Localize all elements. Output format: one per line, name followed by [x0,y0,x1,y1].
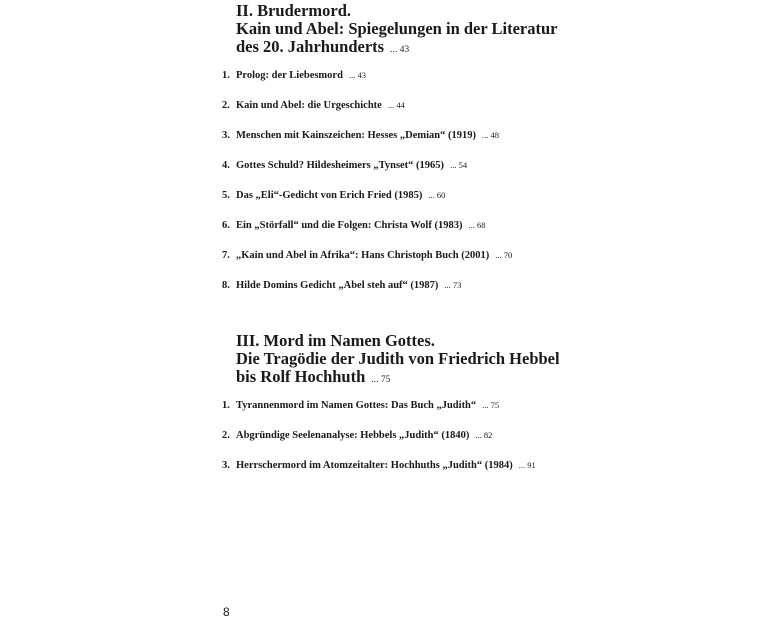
toc-page-ref: ... 82 [475,430,493,440]
toc-page-ref: ... 68 [468,220,486,230]
section-title [236,332,582,388]
toc-title: Kain und Abel: die Urgeschichte [236,100,382,111]
toc-number: 5. [222,190,230,201]
toc-entry[interactable] [222,460,582,490]
toc-section-3 [222,332,582,490]
section-title-line: Kain und Abel: Spiegelungen in der Literatur [236,19,558,38]
toc-title: Abgründige Seelenanalyse: Hebbels „Judith“ (1840) [236,430,470,441]
toc-page-ref: ... 70 [495,250,513,260]
toc-page-ref: ... 91 [518,460,536,470]
toc-number: 2. [222,430,230,441]
section-title-line: III. Mord im Namen Gottes. [236,331,435,350]
section-title-text: bis Rolf Hochhuth [236,367,366,386]
toc-entry[interactable] [222,400,582,430]
toc-title: „Kain und Abel in Afrika“: Hans Christoph Buch (2001) [236,250,490,261]
page-number: 8 [223,605,230,619]
section-title-line: II. Brudermord. [236,1,352,20]
section-page-ref: ... 43 [390,44,410,54]
toc-number: 3. [222,130,230,141]
toc-number: 4. [222,160,230,171]
toc-entry[interactable] [222,190,582,220]
toc-page-ref: ... 44 [387,100,405,110]
toc-page-ref: ... 73 [444,280,462,290]
toc-entry[interactable] [222,430,582,460]
toc-number: 7. [222,250,230,261]
toc-section-2 [222,2,582,310]
toc-number: 8. [222,280,230,291]
toc-page-ref: ... 60 [428,190,446,200]
toc-title: Prolog: der Liebesmord [236,70,343,81]
toc-entry[interactable] [222,280,582,310]
toc-list [222,400,582,490]
toc-entry[interactable] [222,100,582,130]
toc-title: Ein „Störfall“ und die Folgen: Christa Wolf (1983) [236,220,463,231]
toc-entry[interactable] [222,250,582,280]
toc-number: 6. [222,220,230,231]
section-title-line: Die Tragödie der Judith von Friedrich Hebbel [236,349,560,368]
toc-entry[interactable] [222,160,582,190]
toc-title: Gottes Schuld? Hildesheimers „Tynset“ (1965) [236,160,445,171]
toc-number: 1. [222,70,230,81]
toc-number: 3. [222,460,230,471]
toc-number: 1. [222,400,230,411]
section-title-line [236,38,582,58]
toc-number: 2. [222,100,230,111]
toc-entry[interactable] [222,130,582,160]
section-title [236,2,582,58]
toc-page-ref: ... 43 [348,70,366,80]
toc-title: Das „Eli“-Gedicht von Erich Fried (1985) [236,190,423,201]
toc-title: Menschen mit Kainszeichen: Hesses „Demian“ (1919) [236,130,477,141]
toc-entry[interactable] [222,220,582,250]
toc-page-ref: ... 48 [482,130,500,140]
toc-title: Tyrannenmord im Namen Gottes: Das Buch „Judith“ [236,400,477,411]
toc-page-ref: ... 54 [450,160,468,170]
section-page-ref: ... 75 [371,374,391,384]
toc-title: Hilde Domins Gedicht „Abel steh auf“ (1987) [236,280,439,291]
toc-entry[interactable] [222,70,582,100]
section-title-text: des 20. Jahrhunderts [236,37,385,56]
toc-title: Herrschermord im Atomzeitalter: Hochhuths „Judith“ (1984) [236,460,513,471]
toc-page-ref: ... 75 [482,400,500,410]
toc-list [222,70,582,310]
section-title-line [236,368,582,388]
